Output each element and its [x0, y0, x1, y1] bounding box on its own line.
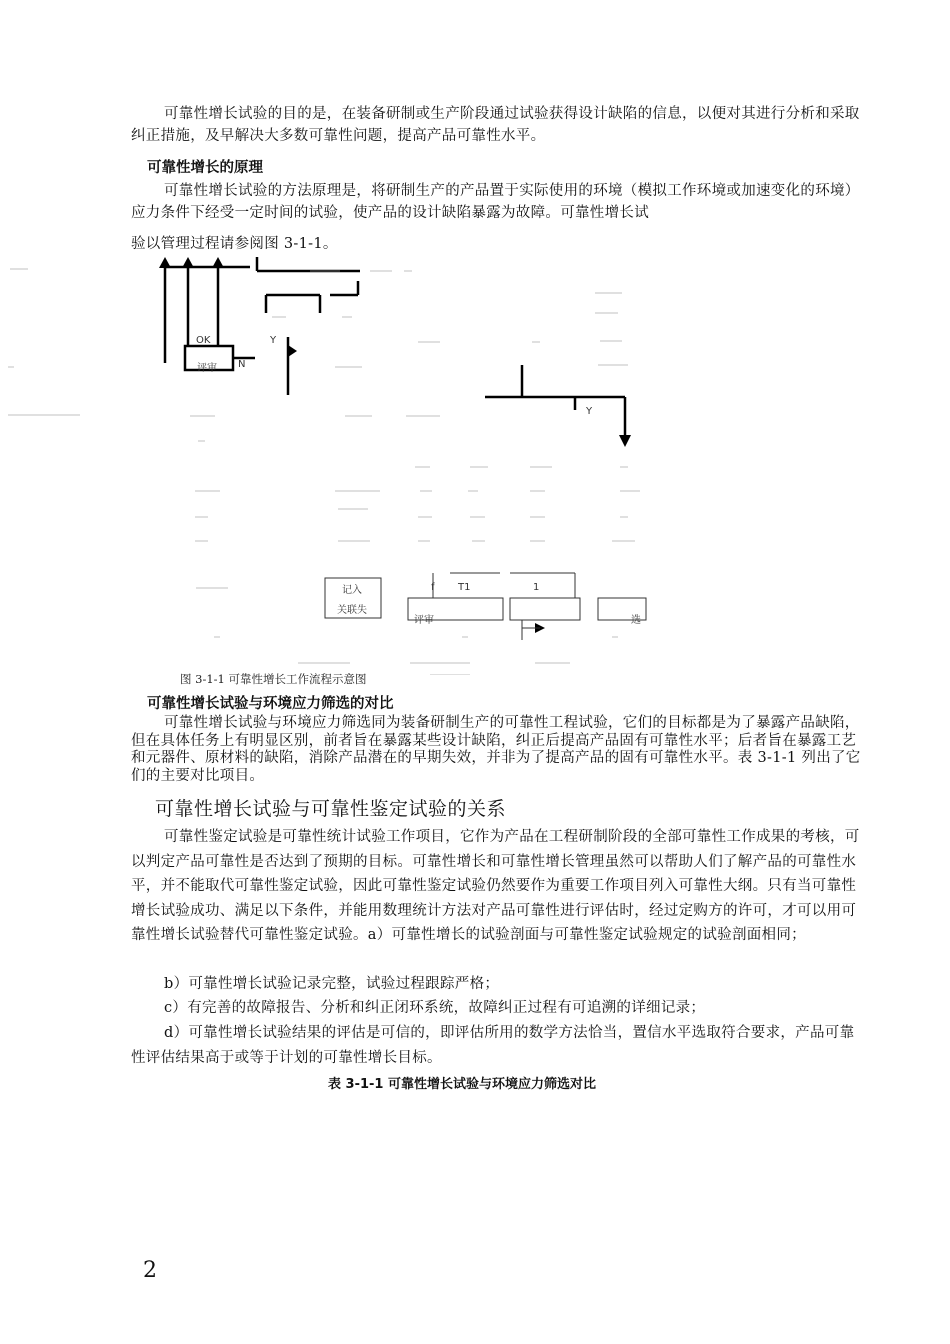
figure-caption: 图 3-1-1 可靠性增长工作流程示意图 — [180, 672, 367, 686]
label-f: f — [431, 582, 435, 593]
paragraph-principle: 可靠性增长试验的方法原理是，将研制生产的产品置于实际使用的环境（模拟工作环境或加速变化的环境）应力条件下经受一定时间的试验，使产品的设计缺陷暴露为故障。可靠性增长试 — [131, 183, 860, 221]
list-item-c: c）有完善的故障报告、分析和纠正闭环系统，故障纠正过程有可追溯的详细记录； — [164, 1000, 706, 1016]
label-t1: T1 — [458, 582, 471, 593]
paragraph-principle-tail: 验以管理过程请参阅图 3-1-1。 — [131, 236, 338, 252]
heading-relation: 可靠性增长试验与可靠性鉴定试验的关系 — [155, 798, 507, 820]
paragraph-relation: 可靠性鉴定试验是可靠性统计试验工作项目，它作为产品在工程研制阶段的全部可靠性工作成果的考核，可以判定产品可靠性是否达到了预期的目标。可靠性增长和可靠性增长管理虽然可以帮助人们了解产品的可靠性水平，并不能取代可靠性鉴定试验，因此可靠性鉴定试验仍然要作为重要工作项目列入可靠性大纲。只有当可靠性增长试验成功、满足以下条件，并能用数理统计方法对产品可靠性进行评估时，经过定购方的许可，才可以用可靠性增长试验替代可靠性鉴定试验。a）可靠性增长的试验剖面与可靠性鉴定试验规定的试验剖面相同； — [131, 829, 860, 943]
label-review2: 评审 — [414, 615, 434, 626]
label-review: 评审 — [197, 363, 217, 374]
label-unrelated: 关联失 — [337, 605, 367, 616]
flow-diagram-lines — [0, 255, 950, 675]
label-record: 记入 — [342, 585, 362, 596]
heading-principle: 可靠性增长的原理 — [147, 160, 263, 176]
label-ok: OK — [196, 335, 211, 346]
label-n1: N — [238, 359, 246, 370]
label-one: 1 — [533, 582, 540, 593]
list-item-b: b）可靠性增长试验记录完整，试验过程跟踪严格； — [164, 976, 500, 992]
label-y2: Y — [586, 406, 593, 417]
paragraph-compare: 可靠性增长试验与环境应力筛选同为装备研制生产的可靠性工程试验，它们的目标都是为了暴露产品缺陷，但在具体任务上有明显区别，前者旨在暴露某些设计缺陷，纠正后提高产品固有可靠性水平；后者旨在暴露工艺和元器件、原材料的缺陷，消除产品潜在的早期失效，并非为了提高产品的固有可靠性水平。表 3-1-1 列出了它们的主要对比项目。 — [131, 715, 861, 784]
label-select: 选 — [631, 615, 641, 626]
flow-diagram — [0, 255, 950, 675]
label-y1: Y — [270, 335, 277, 346]
table-title: 表 3-1-1 可靠性增长试验与环境应力筛选对比 — [328, 1077, 596, 1092]
page-number: 2 — [143, 1258, 157, 1283]
paragraph-purpose: 可靠性增长试验的目的是，在装备研制或生产阶段通过试验获得设计缺陷的信息，以便对其进行分析和采取纠正措施，及早解决大多数可靠性问题，提高产品可靠性水平。 — [131, 106, 860, 144]
heading-compare: 可靠性增长试验与环境应力筛选的对比 — [147, 696, 394, 712]
list-item-d: d）可靠性增长试验结果的评估是可信的，即评估所用的数学方法恰当，置信水平选取符合要求，产品可靠性评估结果高于或等于计划的可靠性增长目标。 — [131, 1025, 855, 1066]
